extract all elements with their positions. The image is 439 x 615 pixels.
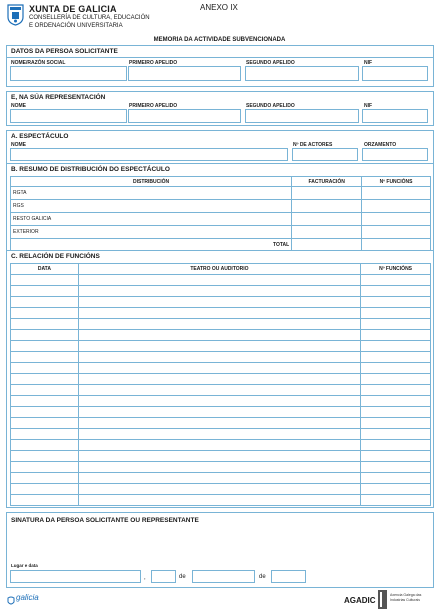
functions-cell[interactable] — [361, 352, 431, 363]
table-row — [11, 484, 431, 495]
representative-nif-field[interactable] — [362, 109, 428, 123]
functions-cell[interactable] — [361, 319, 431, 330]
functions-cell[interactable] — [361, 275, 431, 286]
functions-cell[interactable] — [361, 385, 431, 396]
venue-cell[interactable] — [78, 319, 360, 330]
applicant-surname2-field[interactable] — [245, 66, 359, 81]
functions-cell[interactable] — [361, 374, 431, 385]
date-cell[interactable] — [11, 308, 79, 319]
venue-cell[interactable] — [78, 473, 360, 484]
table-row — [11, 473, 431, 484]
functions-cell[interactable] — [361, 429, 431, 440]
representative-section — [6, 91, 434, 126]
venue-cell[interactable] — [78, 440, 360, 451]
date-cell[interactable] — [11, 418, 79, 429]
date-cell[interactable] — [11, 286, 79, 297]
galicia-logo-text: galicia — [16, 593, 39, 602]
annex-label: ANEXO IX — [200, 3, 238, 12]
date-cell[interactable] — [11, 330, 79, 341]
field-label: PRIMEIRO APELIDO — [129, 103, 178, 109]
day-field[interactable] — [151, 570, 176, 583]
month-field[interactable] — [192, 570, 255, 583]
table-row — [11, 440, 431, 451]
date-cell[interactable] — [11, 385, 79, 396]
row-label: RGS — [11, 200, 292, 213]
functions-cell[interactable] — [361, 297, 431, 308]
functions-cell[interactable] — [361, 495, 431, 506]
functions-cell[interactable] — [361, 462, 431, 473]
field-label: Nº DE ACTORES — [293, 142, 333, 148]
functions-cell[interactable] — [362, 187, 431, 200]
billing-cell[interactable] — [292, 213, 362, 226]
venue-cell[interactable] — [78, 495, 360, 506]
field-label: NOME — [11, 103, 26, 109]
applicant-section — [6, 45, 434, 87]
date-cell[interactable] — [11, 407, 79, 418]
functions-cell[interactable] — [361, 473, 431, 484]
date-cell[interactable] — [11, 374, 79, 385]
column-header: DATA — [11, 264, 79, 275]
row-label: EXTERIOR — [11, 226, 292, 239]
functions-cell[interactable] — [361, 341, 431, 352]
table-row — [11, 308, 431, 319]
agadic-text-line-2: Industrias Culturais — [390, 598, 420, 602]
functions-cell[interactable] — [361, 484, 431, 495]
date-cell[interactable] — [11, 429, 79, 440]
column-header: Nº FUNCIÓNS — [361, 264, 431, 275]
representative-name-field[interactable] — [10, 109, 127, 123]
venue-cell[interactable] — [78, 363, 360, 374]
column-header: DISTRIBUCIÓN — [11, 177, 292, 187]
performances-section — [6, 250, 434, 508]
table-row — [11, 286, 431, 297]
section-title: E, NA SÚA REPRESENTACIÓN — [11, 94, 106, 101]
actors-count-field[interactable] — [292, 148, 358, 161]
table-row — [11, 451, 431, 462]
field-label: SEGUNDO APELIDO — [246, 103, 295, 109]
venue-cell[interactable] — [78, 286, 360, 297]
table-row — [11, 352, 431, 363]
table-row — [11, 200, 431, 213]
venue-cell[interactable] — [78, 275, 360, 286]
performances-table — [10, 263, 431, 506]
department-line-2: E ORDENACIÓN UNIVERSITARIA — [29, 23, 123, 29]
venue-cell[interactable] — [78, 308, 360, 319]
agadic-logo-text: AGADIC — [344, 596, 376, 605]
venue-cell[interactable] — [78, 352, 360, 363]
document-title: MEMORIA DA ACTIVIDADE SUBVENCIONADA — [153, 37, 286, 43]
table-row — [11, 385, 431, 396]
venue-cell[interactable] — [78, 385, 360, 396]
xunta-logo-icon — [7, 4, 24, 26]
table-row — [11, 429, 431, 440]
field-label: NOME — [11, 142, 26, 148]
table-row — [11, 319, 431, 330]
table-row — [11, 418, 431, 429]
date-cell[interactable] — [11, 440, 79, 451]
venue-cell[interactable] — [78, 451, 360, 462]
functions-cell[interactable] — [361, 286, 431, 297]
table-row — [11, 363, 431, 374]
section-title: DATOS DA PERSOA SOLICITANTE — [11, 48, 118, 55]
venue-cell[interactable] — [78, 396, 360, 407]
column-header: TEATRO OU AUDITORIO — [78, 264, 360, 275]
functions-cell[interactable] — [361, 396, 431, 407]
applicant-nif-field[interactable] — [362, 66, 428, 81]
date-cell[interactable] — [11, 473, 79, 484]
row-label: RESTO GALICIA — [11, 213, 292, 226]
date-cell[interactable] — [11, 462, 79, 473]
section-title: C. RELACIÓN DE FUNCIÓNS — [11, 253, 100, 260]
date-cell[interactable] — [11, 341, 79, 352]
billing-cell[interactable] — [292, 200, 362, 213]
show-section — [6, 130, 434, 164]
billing-cell[interactable] — [292, 187, 362, 200]
venue-cell[interactable] — [78, 484, 360, 495]
date-cell[interactable] — [11, 297, 79, 308]
table-row — [11, 213, 431, 226]
functions-cell[interactable] — [361, 363, 431, 374]
date-cell[interactable] — [11, 484, 79, 495]
functions-cell[interactable] — [361, 407, 431, 418]
section-title: SINATURA DA PERSOA SOLICITANTE OU REPRESENTANTE — [11, 517, 199, 524]
field-label: NIF — [364, 60, 373, 66]
table-row — [11, 495, 431, 506]
total-label: TOTAL — [11, 239, 292, 251]
table-row — [11, 330, 431, 341]
agadic-logo-icon — [378, 590, 387, 609]
distribution-section — [6, 163, 434, 251]
table-row — [11, 297, 431, 308]
venue-cell[interactable] — [78, 407, 360, 418]
applicant-name-field[interactable] — [10, 66, 127, 81]
date-cell[interactable] — [11, 275, 79, 286]
logo-title: XUNTA DE GALICIA — [29, 4, 117, 14]
date-cell[interactable] — [11, 396, 79, 407]
section-title: B. RESUMO DE DISTRIBUCIÓN DO ESPECTÁCULO — [11, 166, 170, 173]
venue-cell[interactable] — [78, 429, 360, 440]
date-cell[interactable] — [11, 363, 79, 374]
field-label: ORZAMENTO — [364, 142, 397, 148]
signature-section — [6, 512, 434, 588]
table-row — [11, 374, 431, 385]
distribution-table — [10, 176, 431, 251]
venue-cell[interactable] — [78, 297, 360, 308]
venue-cell[interactable] — [78, 341, 360, 352]
table-row — [11, 407, 431, 418]
total-billing-cell[interactable] — [292, 239, 362, 251]
table-row — [11, 341, 431, 352]
total-functions-cell[interactable] — [362, 239, 431, 251]
de-label: de — [259, 574, 266, 580]
year-field[interactable] — [271, 570, 306, 583]
venue-cell[interactable] — [78, 462, 360, 473]
table-row — [11, 275, 431, 286]
date-cell[interactable] — [11, 319, 79, 330]
functions-cell[interactable] — [361, 330, 431, 341]
venue-cell[interactable] — [78, 374, 360, 385]
representative-surname1-field[interactable] — [128, 109, 241, 123]
total-row — [11, 239, 431, 251]
date-cell[interactable] — [11, 352, 79, 363]
table-row — [11, 226, 431, 239]
functions-cell[interactable] — [361, 440, 431, 451]
agadic-text-line-1: Axencia Galega das — [390, 593, 422, 597]
venue-cell[interactable] — [78, 330, 360, 341]
date-cell[interactable] — [11, 495, 79, 506]
functions-cell[interactable] — [362, 226, 431, 239]
date-cell[interactable] — [11, 451, 79, 462]
field-label: NIF — [364, 103, 373, 109]
de-label: de — [179, 574, 186, 580]
comma-separator: , — [144, 575, 146, 581]
field-label: NOME/RAZÓN SOCIAL — [11, 60, 66, 66]
galicia-logo-icon — [7, 593, 15, 603]
field-label: SEGUNDO APELIDO — [246, 60, 295, 66]
functions-cell[interactable] — [361, 418, 431, 429]
functions-cell[interactable] — [361, 451, 431, 462]
applicant-surname1-field[interactable] — [128, 66, 241, 81]
billing-cell[interactable] — [292, 226, 362, 239]
field-label: PRIMEIRO APELIDO — [129, 60, 178, 66]
table-row — [11, 187, 431, 200]
budget-field[interactable] — [362, 148, 428, 161]
table-row — [11, 462, 431, 473]
table-row — [11, 396, 431, 407]
department-line-1: CONSELLERÍA DE CULTURA, EDUCACIÓN — [29, 15, 150, 21]
section-title: A. ESPECTÁCULO — [11, 133, 69, 140]
row-label: RGTA — [11, 187, 292, 200]
place-date-label: Lugar e data — [11, 563, 38, 568]
place-field[interactable] — [10, 570, 141, 583]
column-header: Nº FUNCIÓNS — [362, 177, 431, 187]
venue-cell[interactable] — [78, 418, 360, 429]
functions-cell[interactable] — [362, 213, 431, 226]
functions-cell[interactable] — [362, 200, 431, 213]
show-name-field[interactable] — [10, 148, 288, 161]
representative-surname2-field[interactable] — [245, 109, 359, 123]
functions-cell[interactable] — [361, 308, 431, 319]
column-header: FACTURACIÓN — [292, 177, 362, 187]
